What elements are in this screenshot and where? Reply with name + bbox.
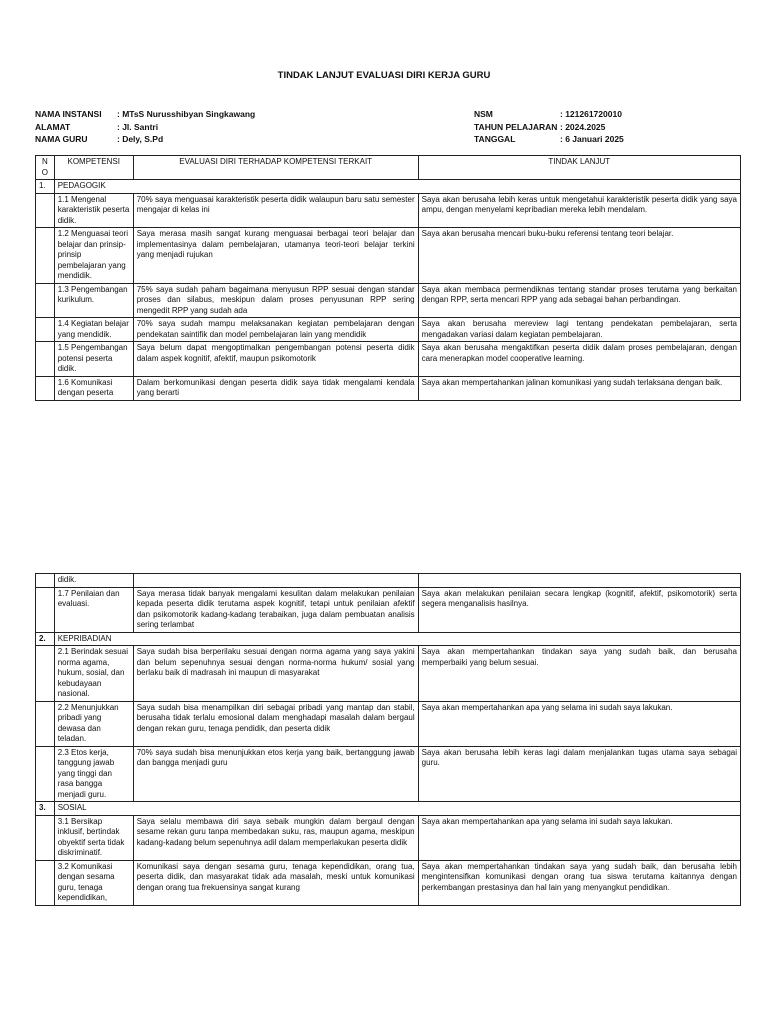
table-row (36, 860, 741, 905)
evaluasi-cell: Saya merasa tidak banyak mengalami kesulitan dalam melakukan penilaian kepada peserta didik terutama aspek kognitif, tetapi untuk penilaian afektif dan psikomotorik kadang-kadang terabaikan, juga dalam pembuatan analisis sering terlambat (133, 587, 418, 632)
table-row (36, 646, 741, 702)
evaluasi-cell: Komunikasi saya dengan sesama guru, tenaga kependidikan, orang tua, peserta didik, dan masyarakat tidak ada masalah, meski untuk komunikasi dengan orang tua frekuensinya sangat kurang (133, 860, 418, 905)
tindak-lanjut-cell: Saya akan mempertahankan apa yang selama ini sudah saya lakukan. (418, 815, 740, 860)
tindak-lanjut-cell: Saya akan melakukan penilaian secara lengkap (kognitif, afektif, psikomotorik) serta segera menganalisis hasilnya. (418, 587, 740, 632)
identity-row (35, 133, 255, 146)
evaluation-table-part-2 (35, 573, 741, 906)
section-row-pedagogik (36, 180, 741, 194)
identity-label: NSM (474, 109, 493, 119)
identity-value: : 6 Januari 2025 (560, 134, 624, 144)
no-cell (36, 193, 55, 228)
kompetensi-cell: didik. (54, 574, 133, 588)
tindak-lanjut-cell: Saya akan membaca permendiknas tentang standar proses terutama yang berkaitan dengan RPP, serta mencari RPP yang ada sebagai bahan perbandingan. (418, 283, 740, 318)
section-row-kepribadian (36, 632, 741, 646)
section-number: 1. (36, 180, 55, 194)
tindak-lanjut-cell: Saya akan berusaha lebih keras lagi dalam menjalankan tugas utama saya sebagai guru. (418, 746, 740, 802)
no-cell (36, 574, 55, 588)
evaluasi-cell: Saya merasa masih sangat kurang menguasai berbagai teori belajar dan implementasinya dalam pembelajaran, utamanya teori-teori belajar terkini yang menjadi rujukan (133, 228, 418, 284)
kompetensi-cell: 1.2 Menguasai teori belajar dan prinsip-prinsip pembelajaran yang mendidik. (54, 228, 133, 284)
header-tindak-lanjut: TINDAK LANJUT (418, 156, 740, 180)
no-cell (36, 860, 55, 905)
identity-label: NAMA INSTANSI (35, 109, 102, 119)
section-number: 3. (36, 802, 55, 816)
evaluasi-cell: Saya belum dapat mengoptimalkan pengembangan potensi peserta didik dalam aspek kognitif, afektif, maupun psikomotorik (133, 342, 418, 377)
evaluasi-cell: Saya sudah bisa menampilkan diri sebagai pribadi yang mantap dan stabil, berusaha tidak terlalu emosional dalam menghadapi masalah dalam bergaul dengan rekan guru, tenaga pendidik, dan peserta didik (133, 701, 418, 746)
identity-label: NAMA GURU (35, 134, 88, 144)
no-cell (36, 283, 55, 318)
no-cell (36, 746, 55, 802)
section-number: 2. (36, 632, 55, 646)
identity-row (474, 108, 624, 121)
section-title: KEPRIBADIAN (54, 632, 740, 646)
no-cell (36, 701, 55, 746)
kompetensi-cell: 1.1 Mengenal karakteristik peserta didik. (54, 193, 133, 228)
kompetensi-cell: 1.3 Pengembangan kurikulum. (54, 283, 133, 318)
identity-value: : Jl. Santri (117, 121, 159, 132)
section-row-sosial (36, 802, 741, 816)
evaluasi-cell: Saya selalu membawa diri saya sebaik mungkin dalam bergaul dengan sesame rekan guru tanpa membedakan suku, ras, maupun agama, meskipun kadang-kadang belum sepenuhnya adil dalam memperlakukan peserta didik (133, 815, 418, 860)
tindak-lanjut-cell: Saya akan berusaha mereview lagi tentang pendekatan pembelajaran, serta mengadakan variasi dalam kegiatan pembelajaran. (418, 318, 740, 342)
table-row (36, 701, 741, 746)
identity-left (35, 108, 255, 146)
table-row (36, 318, 741, 342)
tindak-lanjut-cell: Saya akan mempertahankan tindakan saya yang sudah baik, dan berusaha memperbaiki yang belum sesuai. (418, 646, 740, 702)
table-row (36, 228, 741, 284)
section-title: SOSIAL (54, 802, 740, 816)
no-cell (36, 815, 55, 860)
identity-row (35, 108, 255, 121)
kompetensi-cell: 3.2 Komunikasi dengan sesama guru, tenaga kependidikan, (54, 860, 133, 905)
tindak-lanjut-cell: Saya akan berusaha mencari buku-buku referensi tentang teori belajar. (418, 228, 740, 284)
kompetensi-cell: 1.4 Kegiatan belajar yang mendidik. (54, 318, 133, 342)
no-cell (36, 228, 55, 284)
evaluasi-cell (133, 574, 418, 588)
tindak-lanjut-cell: Saya akan mempertahankan jalinan komunikasi yang sudah terlaksana dengan baik. (418, 376, 740, 400)
tindak-lanjut-cell: Saya akan berusaha mengaktifkan peserta didik dalam proses pembelajaran, dengan cara menerapkan model cooperative learning. (418, 342, 740, 377)
kompetensi-cell: 1.6 Komunikasi dengan peserta (54, 376, 133, 400)
table-row (36, 376, 741, 400)
identity-row (474, 121, 624, 134)
evaluasi-cell: 75% saya sudah paham bagaimana menyusun RPP sesuai dengan standar proses dan silabus, meskipun dalam proses penyusunan RPP sering mengedit RPP yang sudah ada (133, 283, 418, 318)
identity-value: : Dely, S.Pd (117, 134, 164, 144)
tindak-lanjut-cell (418, 574, 740, 588)
evaluasi-cell: Saya sudah bisa berperilaku sesuai dengan norma agama yang saya yakini dan belum sepenuhnya sesuai dengan norma-norma hukum/ sosial yang berlaku baik di madrasah ini maupun di masyarakat (133, 646, 418, 702)
tindak-lanjut-cell: Saya akan mempertahankan apa yang selama ini sudah saya lakukan. (418, 701, 740, 746)
identity-value: : 2024.2025 (560, 121, 606, 132)
kompetensi-cell: 3.1 Bersikap inklusif, bertindak obyektif serta tidak diskriminatif. (54, 815, 133, 860)
identity-value: : MTsS Nurusshibyan Singkawang (117, 109, 256, 119)
table-row-continuation (36, 574, 741, 588)
table-header-row (36, 156, 741, 180)
identity-label: ALAMAT (35, 121, 71, 132)
table-row (36, 342, 741, 377)
tindak-lanjut-cell: Saya akan mempertahankan tindakan saya yang sudah baik, dan berusaha lebih mengintensifkan komunikasi dengan orang tua siswa terutama kaitannya dengan perkembangan prestasinya dan hal lain yang menyangkut pendidikan. (418, 860, 740, 905)
evaluation-table-part-1 (35, 155, 741, 401)
document-title: TINDAK LANJUT EVALUASI DIRI KERJA GURU (277, 70, 491, 81)
no-cell (36, 646, 55, 702)
identity-row (474, 133, 624, 146)
section-title: PEDAGOGIK (54, 180, 740, 194)
identity-label: TAHUN PELAJARAN (474, 121, 558, 132)
no-cell (36, 318, 55, 342)
no-cell (36, 376, 55, 400)
no-cell (36, 342, 55, 377)
evaluasi-cell: 70% saya sudah bisa menunjukkan etos kerja yang baik, bertanggung jawab dan bangga menjadi guru (133, 746, 418, 802)
evaluasi-cell: 70% saya sudah mampu melaksanakan kegiatan pembelajaran dengan pendekatan saintifik dan model pembelajaran lain yang mendidik (133, 318, 418, 342)
identity-row (35, 121, 255, 134)
table-row (36, 815, 741, 860)
tindak-lanjut-cell: Saya akan berusaha lebih keras untuk mengetahui karakteristik peserta didik yang saya ampu, dengan menyelami kepribadian mereka lebih mendalam. (418, 193, 740, 228)
table-row (36, 746, 741, 802)
no-cell (36, 587, 55, 632)
kompetensi-cell: 2.2 Menunjukkan pribadi yang dewasa dan teladan. (54, 701, 133, 746)
identity-right (474, 108, 624, 146)
header-no: N O (36, 156, 55, 180)
header-evaluasi: EVALUASI DIRI TERHADAP KOMPETENSI TERKAIT (133, 156, 418, 180)
table-row (36, 283, 741, 318)
evaluasi-cell: Dalam berkomunikasi dengan peserta didik saya tidak mengalami kendala yang berarti (133, 376, 418, 400)
table-row (36, 193, 741, 228)
kompetensi-cell: 1.5 Pengembangan potensi peserta didik. (54, 342, 133, 377)
kompetensi-cell: 2.3 Etos kerja, tanggung jawab yang tinggi dan rasa bangga menjadi guru. (54, 746, 133, 802)
evaluasi-cell: 70% saya menguasai karakteristik peserta didik walaupun baru satu semester mengajar di kelas ini (133, 193, 418, 228)
identity-value: : 121261720010 (560, 109, 622, 119)
kompetensi-cell: 1.7 Penilaian dan evaluasi. (54, 587, 133, 632)
identity-label: TANGGAL (474, 134, 516, 144)
table-row (36, 587, 741, 632)
header-kompetensi: KOMPETENSI (54, 156, 133, 180)
kompetensi-cell: 2.1 Berindak sesuai norma agama, hukum, sosial, dan kebudayaan nasional. (54, 646, 133, 702)
